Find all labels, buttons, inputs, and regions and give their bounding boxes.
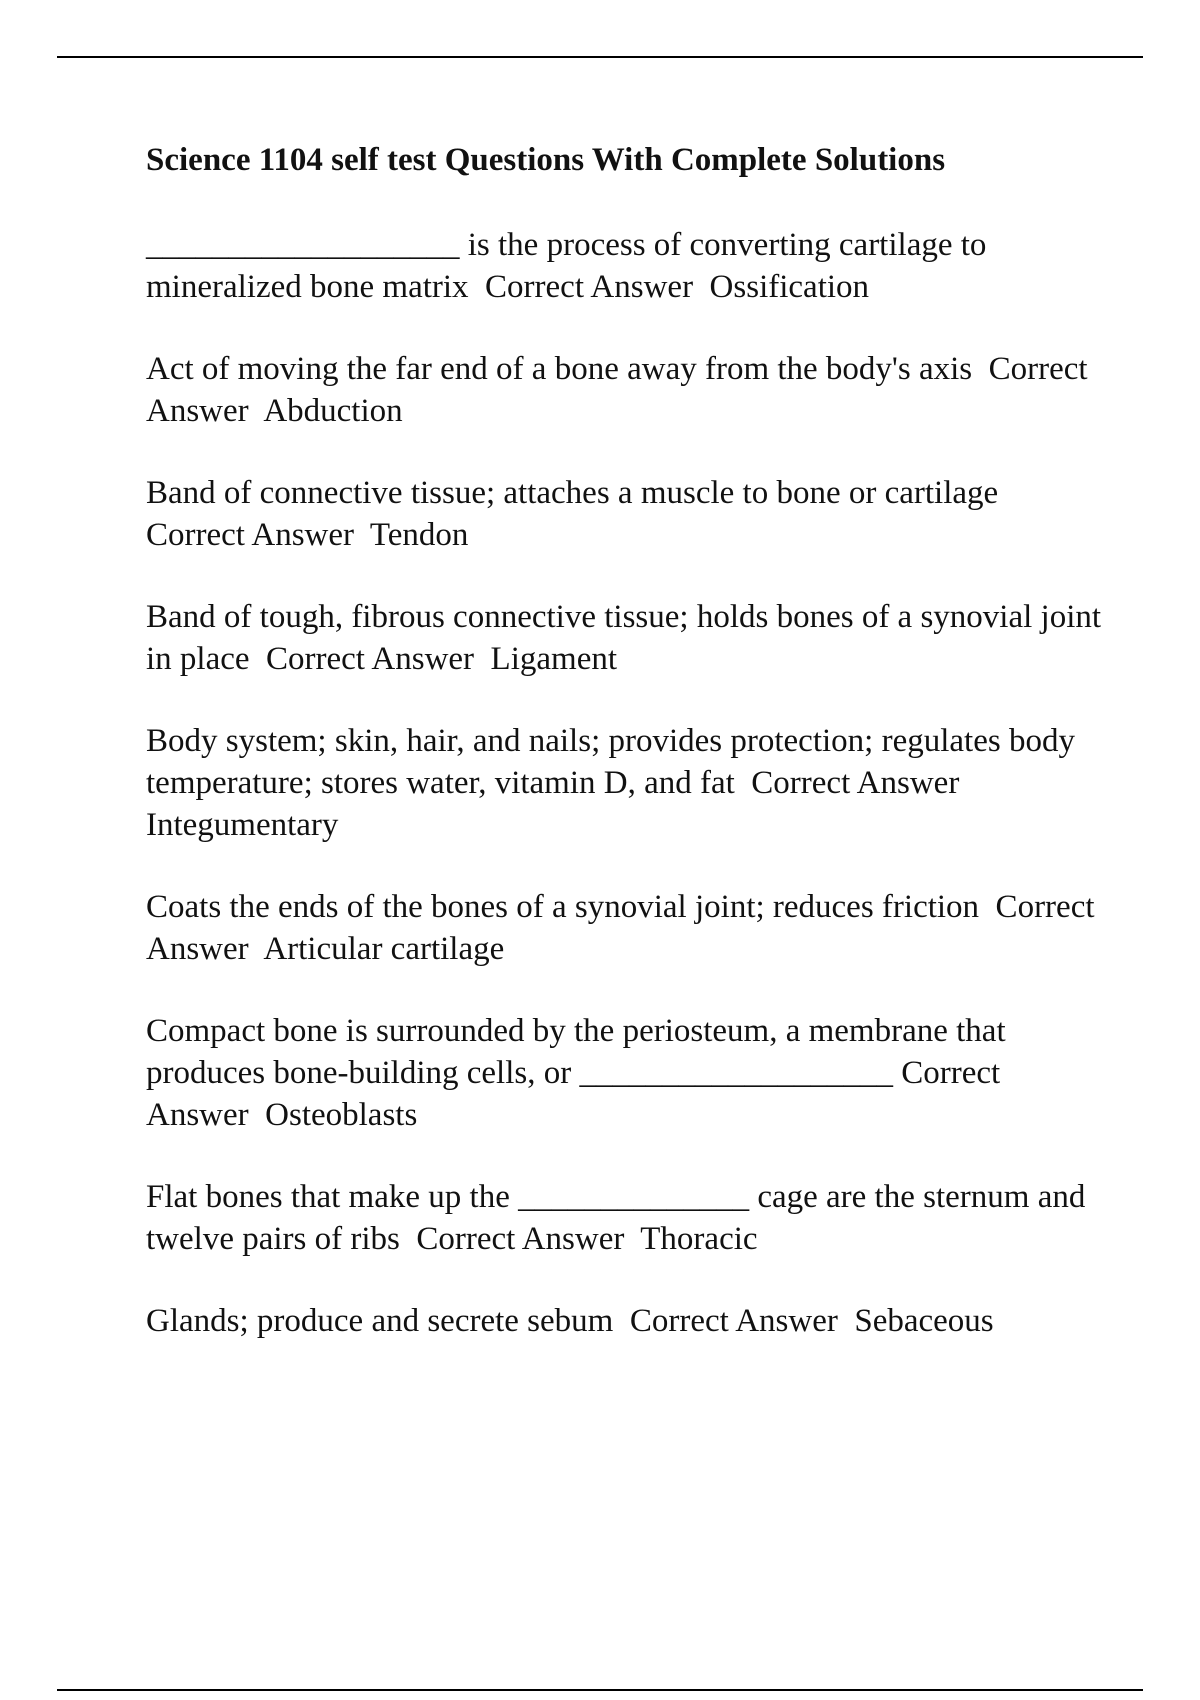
question-item-4: Band of tough, fibrous connective tissue; holds bones of a synovial joint in place Correct Answer Ligament <box>146 599 1110 677</box>
question-list <box>146 224 1110 1342</box>
question-item-2: Act of moving the far end of a bone away from the body's axis Correct Answer Abduction <box>146 351 1095 429</box>
question-item-6: Coats the ends of the bones of a synovial joint; reduces friction Correct Answer Articular cartilage <box>146 889 1101 967</box>
question-item-7: Compact bone is surrounded by the periosteum, a membrane that produces bone-building cells, or ___________________ Correct Answer Osteoblasts <box>146 1013 1014 1133</box>
top-divider <box>57 56 1143 58</box>
question-item-8: Flat bones that make up the ______________ cage are the sternum and twelve pairs of ribs Correct Answer Thoracic <box>146 1179 1094 1257</box>
question-item-9: Glands; produce and secrete sebum Correct Answer Sebaceous <box>146 1303 994 1339</box>
question-item-3: Band of connective tissue; attaches a muscle to bone or cartilage Correct Answer Tendon <box>146 475 1015 553</box>
question-item-5: Body system; skin, hair, and nails; provides protection; regulates body temperature; stores water, vitamin D, and fat Correct Answer Integumentary <box>146 723 1084 843</box>
bottom-divider <box>57 1689 1143 1691</box>
document-body <box>146 140 1110 1382</box>
question-item-1: ___________________ is the process of converting cartilage to mineralized bone matrix Correct Answer Ossification <box>146 227 995 305</box>
document-title: Science 1104 self test Questions With Complete Solutions <box>146 142 946 178</box>
